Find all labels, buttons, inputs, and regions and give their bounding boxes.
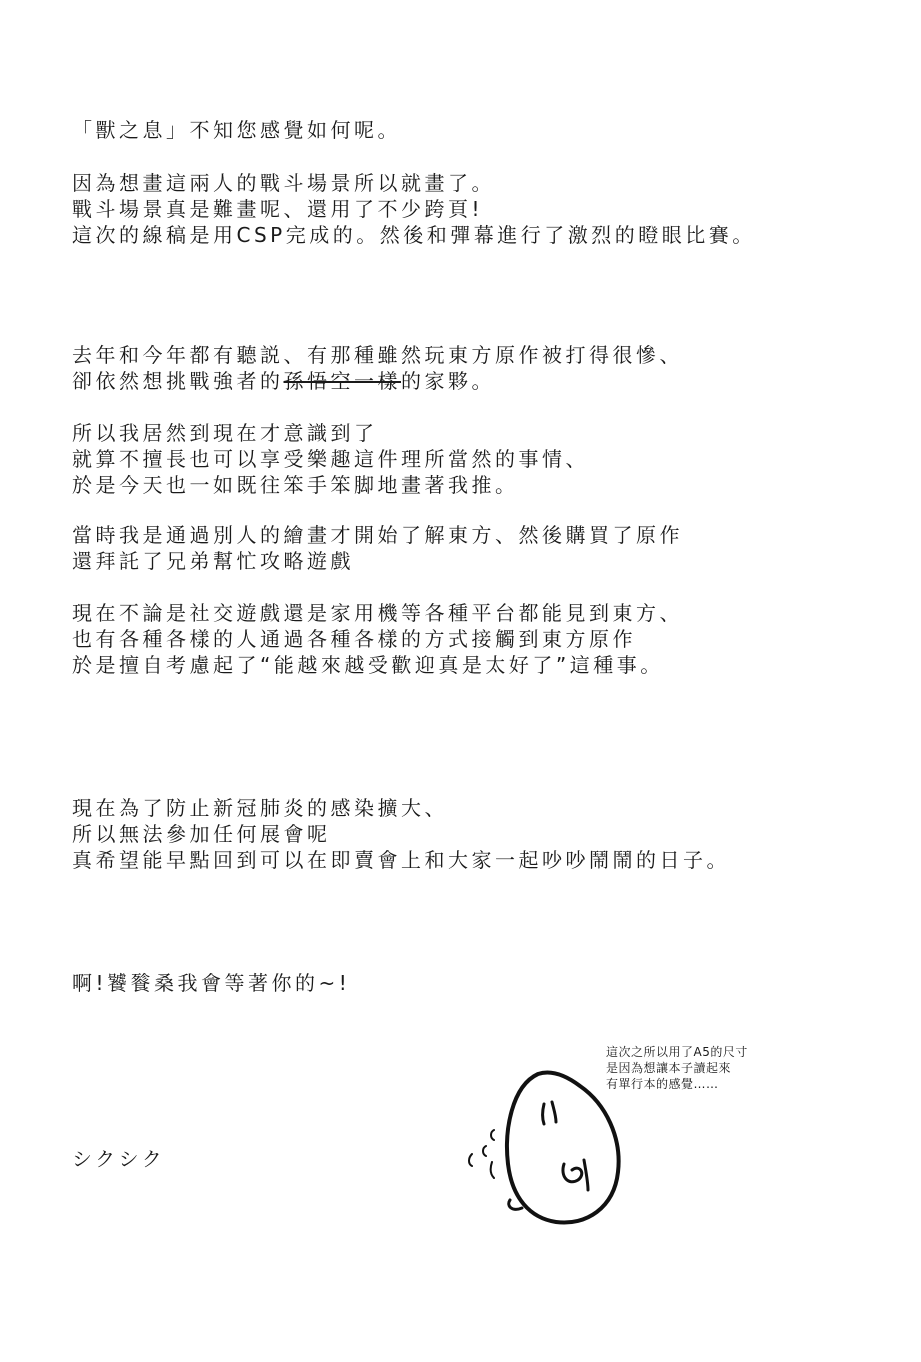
paragraph-battle-scene: [72, 170, 756, 248]
text-line: 現在為了防止新冠肺炎的感染擴大、: [72, 796, 448, 820]
note-line: 是因為想讓本子讀起來: [606, 1061, 732, 1075]
eye-marks: [543, 1102, 557, 1124]
text-line: 去年和今年都有聽説、有那種雖然玩東方原作被打得很慘、: [72, 343, 683, 367]
text-line: 真希望能早點回到可以在即賣會上和大家一起吵吵鬧鬧的日子。: [72, 848, 730, 872]
text-line: 啊!饕餮桑我會等著你的~!: [72, 971, 351, 995]
paragraph-history: [72, 522, 683, 574]
text-line: 現在不論是社交遊戲還是家用機等各種平台都能見到東方、: [72, 601, 683, 625]
paragraph-challenge: [72, 342, 683, 394]
text-line: 就算不擅長也可以享受樂趣這件理所當然的事情、: [72, 447, 589, 471]
egg-outline: [507, 1073, 619, 1223]
signature: [72, 1146, 165, 1172]
paragraph-realization: [72, 420, 589, 498]
paragraph-opening: [72, 117, 401, 143]
text-line: 於是擅自考慮起了“能越來越受歡迎真是太好了”這種事。: [72, 653, 664, 677]
text-line: 戰斗場景真是難畫呢、還用了不少跨頁!: [72, 197, 484, 221]
text-line: 這次的線稿是用CSP完成的。然後和彈幕進行了激烈的瞪眼比賽。: [72, 223, 756, 247]
text-line: 當時我是通過別人的繪畫才開始了解東方、然後購買了原作: [72, 523, 683, 547]
text-segment: 卻依然想挑戰強者的: [72, 369, 284, 393]
text-line: 因為想畫這兩人的戰斗場景所以就畫了。: [72, 171, 495, 195]
paragraph-closing: [72, 970, 350, 996]
text-line: 「獸之息」不知您感覺如何呢。: [72, 118, 401, 142]
mouth-mark: [563, 1160, 588, 1190]
text-line: 於是今天也一如既往笨手笨脚地畫著我推。: [72, 473, 519, 497]
note-line: 有單行本的感覺……: [606, 1077, 719, 1091]
paragraph-covid: [72, 795, 730, 873]
motion-lines: [469, 1130, 494, 1178]
text-segment: 的家夥。: [401, 369, 495, 393]
text-line: 也有各種各樣的人通過各種各樣的方式接觸到東方原作: [72, 627, 636, 651]
signature-text: シクシク: [72, 1147, 166, 1171]
note-line: 這次之所以用了A5的尺寸: [606, 1045, 748, 1059]
text-line: 所以無法參加任何展會呢: [72, 822, 331, 846]
egg-face-doodle: [460, 1060, 640, 1230]
paragraph-popularity: [72, 600, 683, 678]
struck-through-text: 孫悟空一樣: [283, 369, 401, 393]
text-line: 還拜託了兄弟幫忙攻略遊戲: [72, 549, 354, 573]
text-line: 所以我居然到現在才意識到了: [72, 421, 378, 445]
text-line-with-strikethrough: [72, 368, 683, 394]
